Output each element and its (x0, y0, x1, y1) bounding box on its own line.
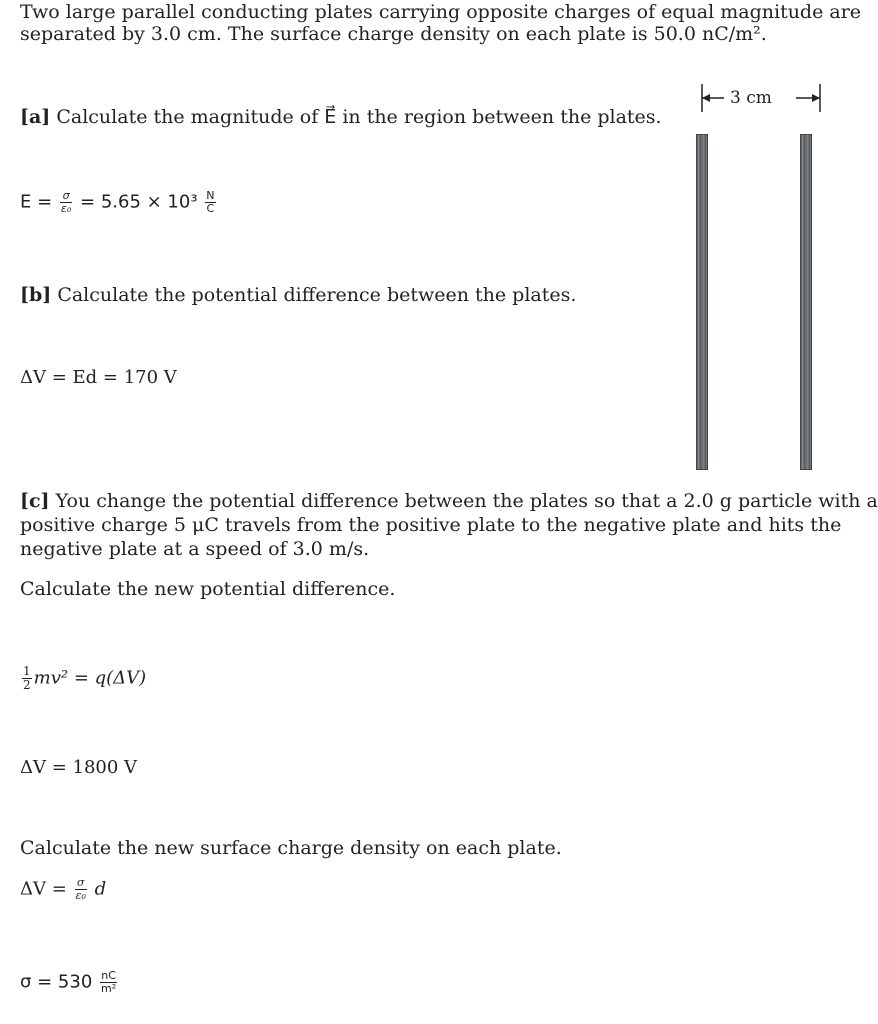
answer-c-formula-lhs: ΔV = (20, 878, 67, 900)
answer-a-frac-den: ε₀ (60, 202, 72, 215)
dimension-left-arrow (702, 94, 710, 102)
answer-c-formula-frac-num: σ (75, 877, 87, 890)
answer-c-formula-rhs: d (94, 878, 107, 900)
part-b-label: [b] (20, 284, 52, 306)
answer-c-sigma-lhs: σ = 530 (20, 971, 93, 993)
answer-c-result: ΔV = 1800 V (20, 757, 138, 778)
part-c-line-1 (20, 489, 878, 514)
part-b-text: Calculate the potential difference between the plates. (57, 284, 577, 306)
part-a-text: Calculate the magnitude of E⃗ in the region between the plates. (56, 106, 662, 128)
answer-a-fraction (60, 190, 72, 215)
part-a-question (20, 105, 662, 130)
dimension-right-arrow (812, 94, 820, 102)
separation-label: 3 cm (730, 88, 772, 108)
intro-line-2: separated by 3.0 cm. The surface charge density on each plate is 50.0 nC/m². (20, 23, 767, 45)
answer-a-unit (205, 190, 215, 215)
answer-c-sigma-unit (100, 970, 117, 995)
positive-plate (696, 134, 708, 470)
part-c-question-2: Calculate the new surface charge density on each plate. (20, 837, 562, 859)
part-c-line-2: positive charge 5 μC travels from the positive plate to the negative plate and hits the (20, 514, 842, 536)
answer-c-sigma-unit-den: m² (101, 982, 117, 995)
part-c-line-3: negative plate at a speed of 3.0 m/s. (20, 538, 370, 560)
part-c-question-1: Calculate the new potential difference. (20, 578, 396, 600)
answer-c-energy (20, 665, 146, 692)
answer-c-sigma (20, 970, 119, 995)
answer-c-energy-frac-num: 1 (23, 664, 31, 678)
answer-c-energy-rhs: mv² = q(ΔV) (33, 667, 147, 689)
answer-a-lhs: E = (20, 191, 53, 213)
answer-a (20, 190, 218, 215)
answer-c-formula-frac-den: ε₀ (75, 889, 86, 902)
answer-c-sigma-unit-num: nC (101, 969, 116, 982)
part-a-label: [a] (20, 106, 51, 128)
part-b-question (20, 283, 576, 308)
answer-a-value: = 5.65 × 10³ (80, 191, 198, 213)
answer-a-unit-den: C (206, 202, 215, 215)
answer-a-frac-num: σ (60, 190, 72, 203)
intro-line-1: Two large parallel conducting plates carrying opposite charges of equal magnitude are (20, 1, 862, 23)
answer-a-unit-num: N (206, 189, 215, 202)
answer-c-energy-frac-den: 2 (23, 678, 31, 692)
answer-c-energy-fraction (22, 665, 32, 692)
answer-c-formula-fraction (75, 877, 87, 902)
answer-c-formula (20, 877, 106, 902)
part-c-label: [c] (20, 490, 50, 512)
part-c-text-1: You change the potential difference between the plates so that a 2.0 g particle with a (55, 490, 878, 512)
answer-b: ΔV = Ed = 170 V (20, 367, 177, 388)
negative-plate (800, 134, 812, 470)
